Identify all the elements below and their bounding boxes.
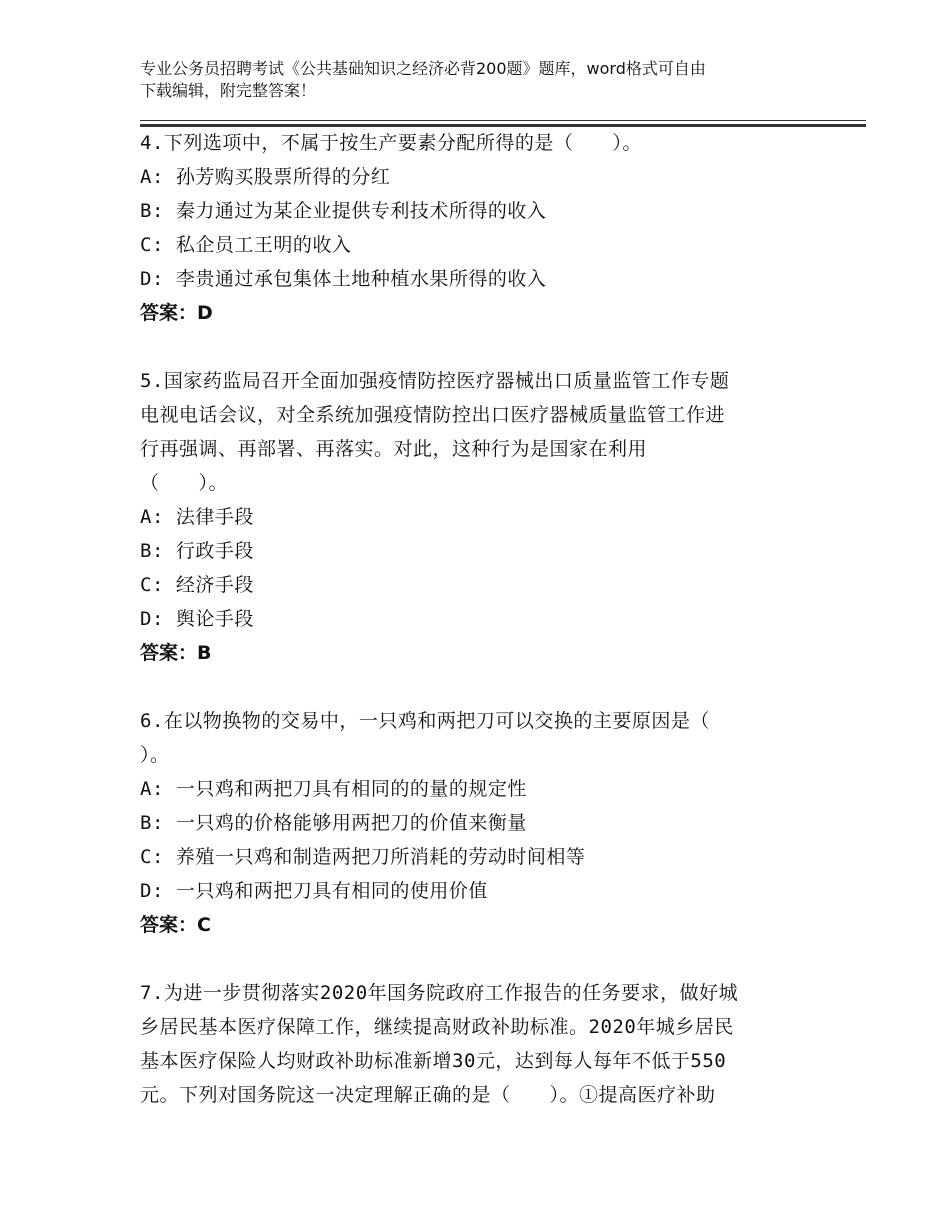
question-5-stem-line-3: 行再强调、再部署、再落实。对此，这种行为是国家在利用 [140, 438, 648, 460]
question-6-option-a: A: 一只鸡和两把刀具有相同的的量的规定性 [140, 778, 527, 800]
question-4-option-d: D: 李贵通过承包集体土地种植水果所得的收入 [140, 268, 547, 290]
document-header [140, 58, 820, 102]
header-line-2: 下载编辑，附完整答案！ [140, 81, 317, 100]
question-6-stem-line-2: ）。 [140, 744, 170, 766]
question-5 [140, 364, 810, 670]
question-6-stem-line-1: 6.在以物换物的交易中，一只鸡和两把刀可以交换的主要原因是（ [140, 710, 710, 732]
question-5-stem-line-2: 电视电话会议，对全系统加强疫情防控出口医疗器械质量监管工作进 [140, 404, 726, 426]
question-6 [140, 704, 810, 942]
question-list [140, 126, 810, 1112]
question-4-option-b: B: 秦力通过为某企业提供专利技术所得的收入 [140, 200, 547, 222]
question-6-answer: 答案：C [140, 914, 211, 936]
question-4 [140, 126, 810, 330]
question-7-stem-line-3: 基本医疗保险人均财政补助标准新增30元，达到每人每年不低于550 [140, 1050, 727, 1072]
question-5-option-c: C: 经济手段 [140, 574, 254, 596]
question-5-option-d: D: 舆论手段 [140, 608, 254, 630]
question-6-option-c: C: 养殖一只鸡和制造两把刀所消耗的劳动时间相等 [140, 846, 586, 868]
question-4-option-a: A: 孙芳购买股票所得的分红 [140, 166, 391, 188]
question-5-stem-line-1: 5.国家药监局召开全面加强疫情防控医疗器械出口质量监管工作专题 [140, 370, 730, 392]
header-line-1: 专业公务员招聘考试《公共基础知识之经济必背200题》题库，word格式可自由 [140, 59, 706, 78]
question-4-stem: 4.下列选项中，不属于按生产要素分配所得的是（ ）。 [140, 132, 642, 154]
question-5-stem-line-4: （ ）。 [140, 472, 229, 494]
header-divider-thin [140, 120, 866, 121]
question-5-option-b: B: 行政手段 [140, 540, 254, 562]
question-7-stem-line-1: 7.为进一步贯彻落实2020年国务院政府工作报告的任务要求，做好城 [140, 982, 739, 1004]
question-4-option-c: C: 私企员工王明的收入 [140, 234, 352, 256]
question-5-option-a: A: 法律手段 [140, 506, 254, 528]
question-4-answer: 答案：D [140, 302, 213, 324]
question-5-answer: 答案：B [140, 642, 212, 664]
question-7-stem-line-2: 乡居民基本医疗保障工作，继续提高财政补助标准。2020年城乡居民 [140, 1016, 734, 1038]
question-7 [140, 976, 810, 1112]
question-6-option-d: D: 一只鸡和两把刀具有相同的使用价值 [140, 880, 488, 902]
question-6-option-b: B: 一只鸡的价格能够用两把刀的价值来衡量 [140, 812, 527, 834]
question-7-stem-line-4: 元。下列对国务院这一决定理解正确的是（ ）。①提高医疗补助 [140, 1084, 716, 1106]
